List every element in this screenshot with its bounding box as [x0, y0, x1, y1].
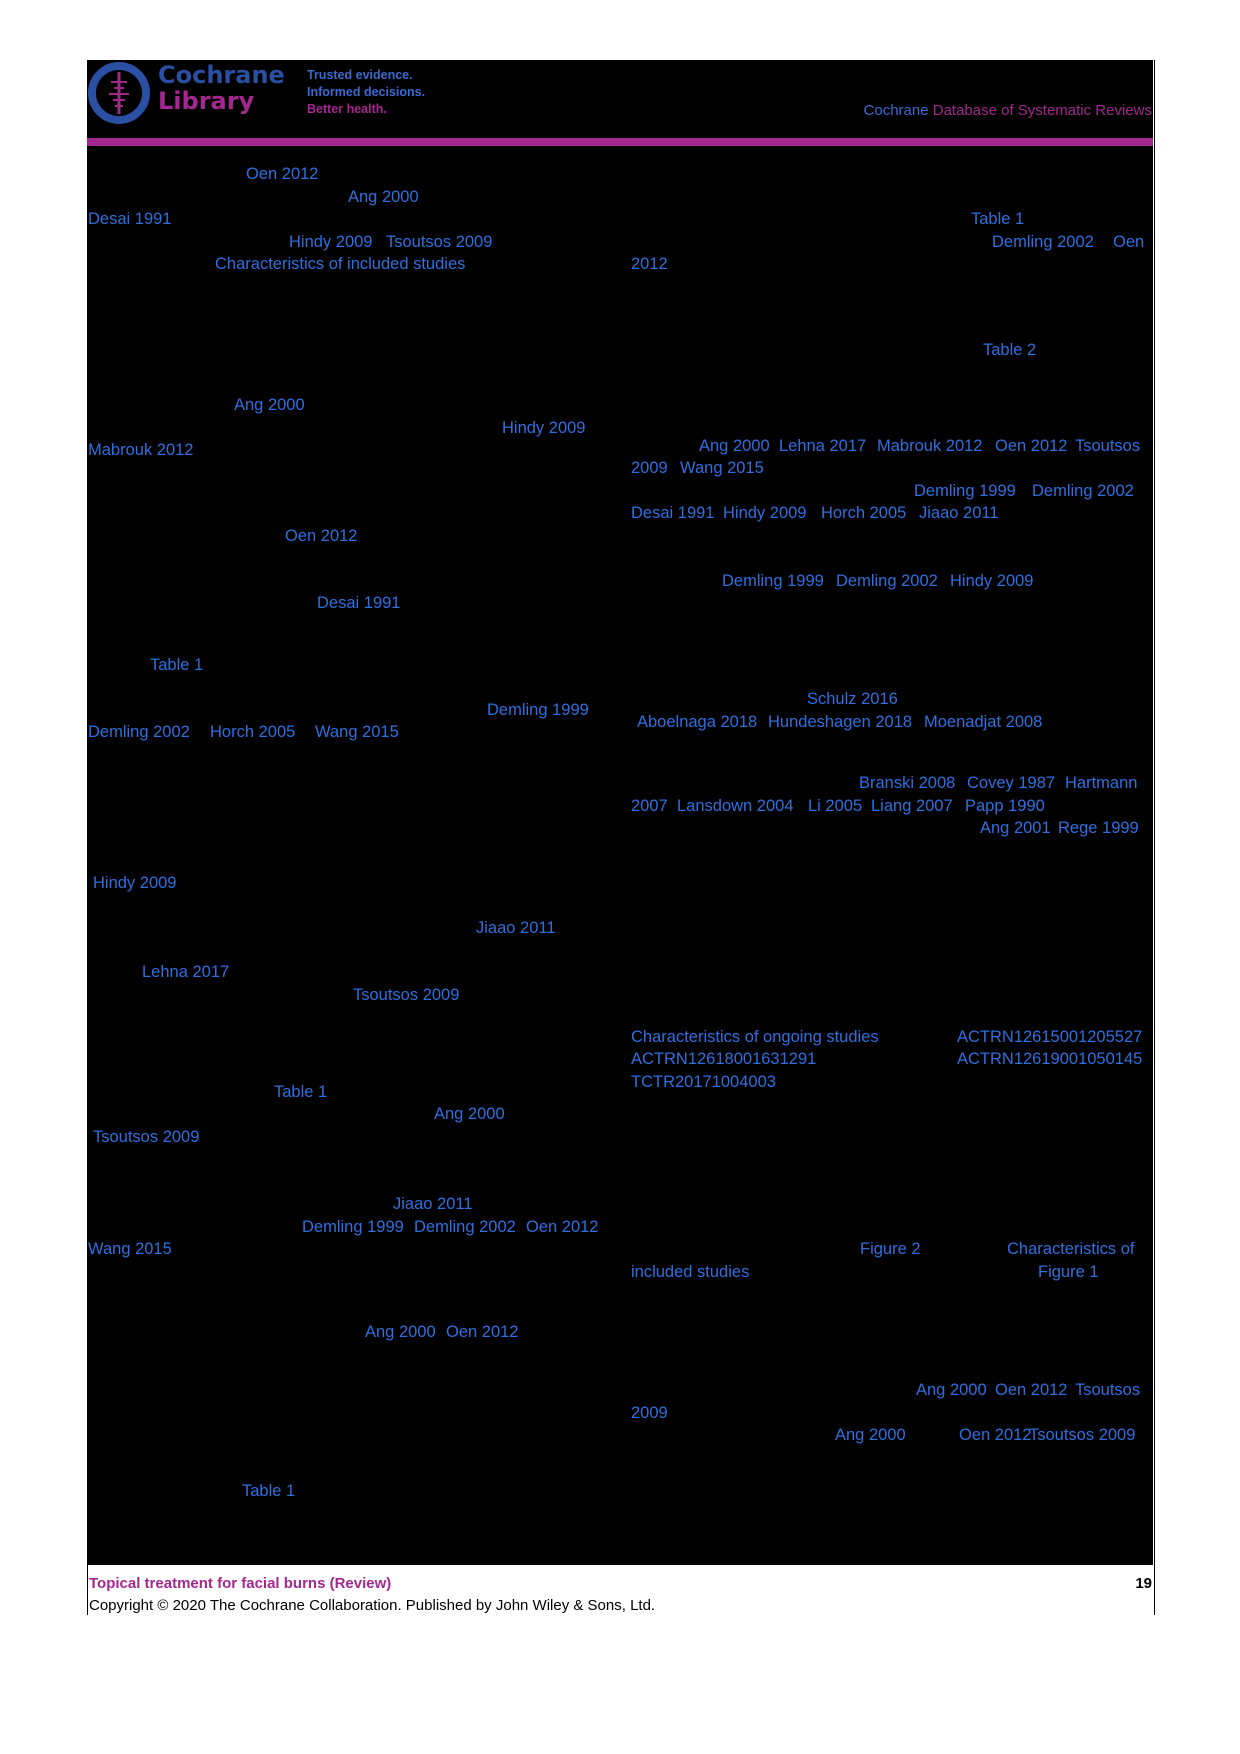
study-link[interactable]: Oen 2012 — [446, 1323, 519, 1341]
study-link[interactable]: Ang 2000 — [234, 396, 305, 414]
study-link[interactable]: Demling 2002 — [992, 233, 1094, 251]
header-divider — [87, 138, 1153, 146]
study-link[interactable]: 2009 — [631, 1404, 668, 1422]
study-link[interactable]: Wang 2015 — [88, 1240, 172, 1258]
study-link[interactable]: Tsoutsos — [1075, 1381, 1141, 1399]
study-link[interactable]: Hindy 2009 — [950, 572, 1034, 590]
study-link[interactable]: Demling 1999 — [487, 701, 589, 719]
study-link[interactable]: Desai 1991 — [317, 594, 401, 612]
study-link[interactable]: Ang 2000 — [348, 188, 419, 206]
brand-name — [158, 62, 285, 114]
database-title-name: Database of Systematic Reviews — [932, 102, 1152, 119]
study-link[interactable]: Moenadjat 2008 — [924, 713, 1043, 731]
page-number: 19 — [1135, 1575, 1152, 1592]
footer-review-title: Topical treatment for facial burns (Review) — [89, 1575, 392, 1592]
table-link[interactable]: Table 1 — [971, 210, 1025, 228]
study-link[interactable]: Lehna 2017 — [779, 437, 867, 455]
brand-line-library: Library — [158, 87, 255, 115]
tagline — [307, 67, 425, 118]
study-link[interactable]: Covey 1987 — [967, 774, 1056, 792]
study-link[interactable]: Li 2005 — [808, 797, 863, 815]
study-link[interactable]: Tsoutsos 2009 — [93, 1128, 200, 1146]
study-link[interactable]: Ang 2000 — [434, 1105, 505, 1123]
study-link[interactable]: Jiaao 2011 — [393, 1195, 473, 1213]
tagline-line: Better health. — [307, 102, 387, 116]
study-link[interactable]: Horch 2005 — [821, 504, 907, 522]
study-link[interactable]: Desai 1991 — [631, 504, 715, 522]
copyright-notice: Copyright © 2020 The Cochrane Collaboration. Published by John Wiley & Sons, Ltd. — [89, 1597, 656, 1614]
table-link[interactable]: Table 2 — [983, 341, 1037, 359]
section-link[interactable]: Characteristics of included studies — [215, 255, 466, 273]
study-link[interactable]: Tsoutsos — [1075, 437, 1141, 455]
tagline-line: Trusted evidence. — [307, 68, 413, 82]
database-title — [864, 102, 1152, 119]
figure-link[interactable]: Figure 1 — [1038, 1263, 1099, 1281]
trial-link[interactable]: TCTR20171004003 — [631, 1073, 776, 1091]
study-link[interactable]: Demling 1999 — [722, 572, 824, 590]
study-link[interactable]: Demling 2002 — [414, 1218, 516, 1236]
study-link[interactable]: Liang 2007 — [871, 797, 953, 815]
study-link[interactable]: 2007 — [631, 797, 668, 815]
study-link[interactable]: Oen 2012 — [246, 165, 319, 183]
study-link[interactable]: Wang 2015 — [680, 459, 764, 477]
study-link[interactable]: Tsoutsos 2009 — [386, 233, 493, 251]
study-link[interactable]: Tsoutsos 2009 — [353, 986, 460, 1004]
cochrane-logo-icon — [87, 60, 153, 126]
table-link[interactable]: Table 1 — [242, 1482, 296, 1500]
study-link[interactable]: 2012 — [631, 255, 668, 273]
study-link[interactable]: Ang 2000 — [835, 1426, 906, 1444]
study-link[interactable]: Hundeshagen 2018 — [768, 713, 913, 731]
tagline-line: Informed decisions. — [307, 85, 426, 99]
study-link[interactable]: Lansdown 2004 — [677, 797, 794, 815]
figure-link[interactable]: Figure 2 — [860, 1240, 921, 1258]
brand-line-cochrane: Cochrane — [158, 61, 285, 89]
trial-link[interactable]: ACTRN12615001205527 — [957, 1028, 1143, 1046]
study-link[interactable]: Wang 2015 — [315, 723, 399, 741]
study-link[interactable]: Demling 2002 — [88, 723, 190, 741]
study-link[interactable]: Oen 2012 — [959, 1426, 1032, 1444]
study-link[interactable]: Oen 2012 — [526, 1218, 599, 1236]
study-link[interactable]: Demling 2002 — [836, 572, 938, 590]
study-link[interactable]: Rege 1999 — [1058, 819, 1139, 837]
study-link[interactable]: Aboelnaga 2018 — [637, 713, 758, 731]
study-link[interactable]: Hindy 2009 — [289, 233, 373, 251]
study-link[interactable]: Oen 2012 — [285, 527, 358, 545]
study-link[interactable]: Horch 2005 — [210, 723, 296, 741]
database-title-prefix: Cochrane — [863, 102, 929, 119]
study-link[interactable]: Oen — [1113, 233, 1145, 251]
study-link[interactable]: 2009 — [631, 459, 668, 477]
study-link[interactable]: Lehna 2017 — [142, 963, 230, 981]
study-link[interactable]: Hindy 2009 — [502, 419, 586, 437]
study-link[interactable]: Oen 2012 — [995, 437, 1068, 455]
study-link[interactable]: Hartmann — [1065, 774, 1138, 792]
study-link[interactable]: Branski 2008 — [859, 774, 956, 792]
study-link[interactable]: Schulz 2016 — [807, 690, 898, 708]
table-link[interactable]: Table 1 — [274, 1083, 328, 1101]
study-link[interactable]: Jiaao 2011 — [476, 919, 556, 937]
study-link[interactable]: Desai 1991 — [88, 210, 172, 228]
section-link[interactable]: included studies — [631, 1263, 750, 1281]
study-link[interactable]: Mabrouk 2012 — [877, 437, 983, 455]
study-link[interactable]: Hindy 2009 — [93, 874, 177, 892]
study-link[interactable]: Ang 2000 — [916, 1381, 987, 1399]
study-link[interactable]: Demling 1999 — [302, 1218, 404, 1236]
table-link[interactable]: Table 1 — [150, 656, 204, 674]
study-link[interactable]: Mabrouk 2012 — [88, 441, 194, 459]
study-link[interactable]: Jiaao 2011 — [919, 504, 999, 522]
study-link[interactable]: Ang 2000 — [699, 437, 770, 455]
study-link[interactable]: Demling 2002 — [1032, 482, 1134, 500]
trial-link[interactable]: ACTRN12619001050145 — [957, 1050, 1143, 1068]
section-link[interactable]: Characteristics of — [1007, 1240, 1135, 1258]
study-link[interactable]: Papp 1990 — [965, 797, 1045, 815]
section-link[interactable]: Characteristics of ongoing studies — [631, 1028, 879, 1046]
study-link[interactable]: Demling 1999 — [914, 482, 1016, 500]
study-link[interactable]: Hindy 2009 — [723, 504, 807, 522]
trial-link[interactable]: ACTRN12618001631291 — [631, 1050, 817, 1068]
study-link[interactable]: Ang 2001 — [980, 819, 1051, 837]
study-link[interactable]: Oen 2012 — [995, 1381, 1068, 1399]
study-link[interactable]: Tsoutsos 2009 — [1029, 1426, 1136, 1444]
study-link[interactable]: Ang 2000 — [365, 1323, 436, 1341]
